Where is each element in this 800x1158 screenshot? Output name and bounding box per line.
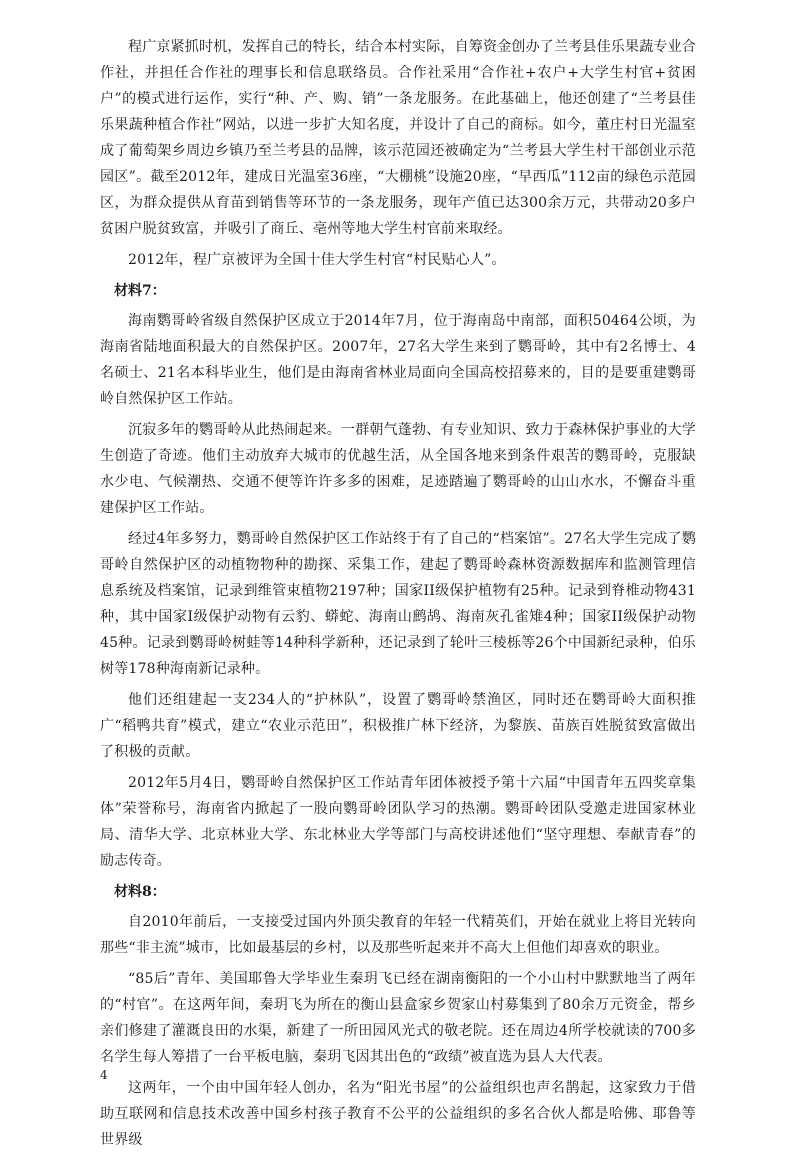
section-heading: 材料8： bbox=[114, 884, 166, 900]
paragraph: 2012年，程广京被评为全国十佳大学生村官“村民贴心人”。 bbox=[128, 252, 506, 268]
paragraph: 这两年，一个由中国年轻人创办，名为“阳光书屋”的公益组织也声名鹊起，这家致力于借助互联网和信息技术改善中国乡村孩子教育不公平的公益组织的多名合伙人都是哈佛、耶鲁等世界级 bbox=[100, 1080, 696, 1148]
paragraph: 自2010年前后，一支接受过国内外顶尖教育的年轻一代精英们，开始在就业上将目光转向那些“非主流”城市，比如最基层的乡村，以及那些听起来并不高大上但他们却喜欢的职业。 bbox=[100, 914, 696, 956]
paragraph: 海南鹦哥岭省级自然保护区成立于2014年7月，位于海南岛中南部，面积50464公顷，为海南省陆地面积最大的自然保护区。2007年，27名大学生来到了鹦哥岭，其中有2名博士、4名硕士、21名本科毕业生，他们是由海南省林业局面向全国高校招募来的，目的是要重建鹦哥岭自然保护区工作站。 bbox=[100, 313, 696, 407]
paragraph: 沉寂多年的鹦哥岭从此热闹起来。一群朝气蓬勃、有专业知识、致力于森林保护事业的大学生创造了奇迹。他们主动放弃大城市的优越生活，从全国各地来到条件艰苦的鹦哥岭，克服缺水少电、气候潮热、交通不便等许许多多的困难，足迹踏遍了鹦哥岭的山山水水，不懈奋斗重建保护区工作站。 bbox=[100, 422, 696, 516]
paragraph: 经过4年多努力，鹦哥岭自然保护区工作站终于有了自己的“档案馆”。27名大学生完成了鹦哥岭自然保护区的动植物物种的勘探、采集工作，建起了鹦哥岭森林资源数据库和监测管理信息系统及档案馆，记录到维管束植物2197种；国家II级保护植物有25种。记录到脊椎动物431种，其中国家I级保护动物有云豹、蟒蛇、海南山鹧鸪、海南灰孔雀雉4种；国家II级保护动物45种。记录到鹦哥岭树蛙等14种科学新种，还记录到了轮叶三棱栎等26个中国新纪录种，伯乐树等178种海南新记录种。 bbox=[100, 531, 696, 677]
paragraph: “85后”青年、美国耶鲁大学毕业生秦玥飞已经在湖南衡阳的一个小山村中默默地当了两年的“村官”。在这两年间，秦玥飞为所在的衡山县盒家乡贺家山村募集到了80余万元资金，帮乡亲们修建了灌溉良田的水渠，新建了一所田园风光式的敬老院。还在周边4所学校就读的700多名学生每人筹措了一台平板电脑，秦玥飞因其出色的“政绩”被直选为县人大代表。 bbox=[100, 971, 696, 1065]
document-body bbox=[100, 34, 696, 1158]
page-number: 4 bbox=[100, 1068, 108, 1082]
paragraph: 他们还组建起一支234人的“护林队”，设置了鹦哥岭禁渔区，同时还在鹦哥岭大面积推广“稻鸭共育”模式，建立“农业示范田”，积极推广林下经济，为黎族、苗族百姓脱贫致富做出了积极的贡献。 bbox=[100, 692, 696, 760]
paragraph: 程广京紧抓时机，发挥自己的特长，结合本村实际，自筹资金创办了兰考县佳乐果蔬专业合作社，并担任合作社的理事长和信息联络员。合作社采用“合作社+农户+大学生村官+贫困户”的模式进行运作，实行“种、产、购、销”一条龙服务。在此基础上，他还创建了“兰考县佳乐果蔬种植合作社”网站，以进一步扩大知名度，并设计了自己的商标。如今，董庄村日光温室成了葡萄架乡周边乡镇乃至兰考县的品牌，该示范园还被确定为“兰考县大学生村干部创业示范园区”。截至2012年，建成日光温室36座，“大棚桃”设施20座，“早西瓜”112亩的绿色示范园区，为群众提供从育苗到销售等环节的一条龙服务，现年产值已达300余万元，共带动20多户贫困户脱贫致富，并吸引了商丘、亳州等地大学生村官前来取经。 bbox=[100, 39, 696, 237]
paragraph: 2012年5月4日，鹦哥岭自然保护区工作站青年团体被授予第十六届“中国青年五四奖章集体”荣誉称号，海南省内掀起了一股向鹦哥岭团队学习的热潮。鹦哥岭团队受邀走进国家林业局、清华大学、北京林业大学、东北林业大学等部门与高校讲述他们“坚守理想、奉献青春”的励志传奇。 bbox=[100, 775, 696, 869]
section-heading: 材料7： bbox=[114, 283, 166, 299]
